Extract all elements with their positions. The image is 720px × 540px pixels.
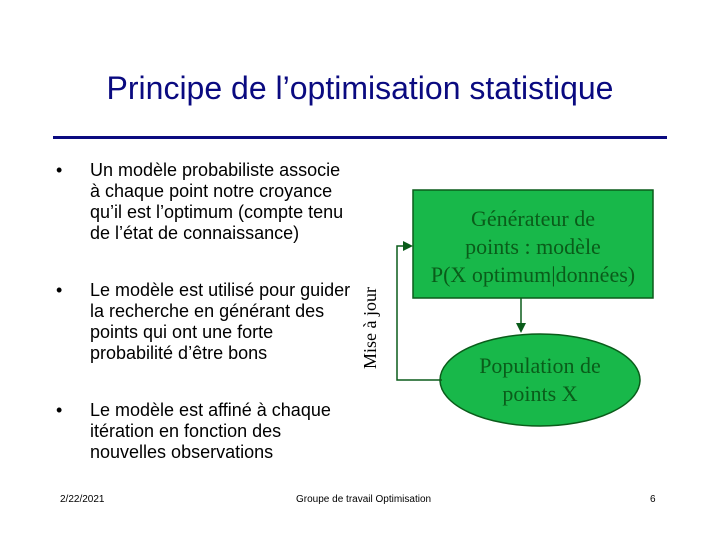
page-number: 6 — [650, 494, 656, 505]
bullet-dot: • — [56, 280, 63, 300]
population-ellipse-text — [440, 352, 640, 408]
bullet-text: Le modèle est utilisé pour guider la recherche en générant des points qui ont une forte probabilité d’être bons — [90, 280, 351, 363]
generator-line: Générateur de — [471, 206, 595, 231]
population-line: points X — [502, 381, 578, 406]
bullet-dot: • — [56, 400, 63, 420]
bullet-text: Un modèle probabiliste associe à chaque point notre croyance qu’il est l’optimum (compte tenu de l’état de connaissance) — [90, 160, 344, 243]
footer-date: 2/22/2021 — [60, 494, 105, 505]
bullet-dot: • — [56, 160, 63, 180]
generator-line: points : modèle — [465, 234, 601, 259]
slide-title: Principe de l’optimisation statistique — [106, 70, 614, 106]
update-label: Mise à jour — [360, 287, 380, 369]
generator-line: P(X optimum|données) — [430, 262, 636, 287]
population-line: Population de — [479, 353, 601, 378]
bullet-text: Le modèle est affiné à chaque itération en fonction des nouvelles observations — [90, 400, 331, 462]
generator-box-text — [413, 205, 653, 289]
footer-center-text: Groupe de travail Optimisation — [296, 494, 432, 505]
